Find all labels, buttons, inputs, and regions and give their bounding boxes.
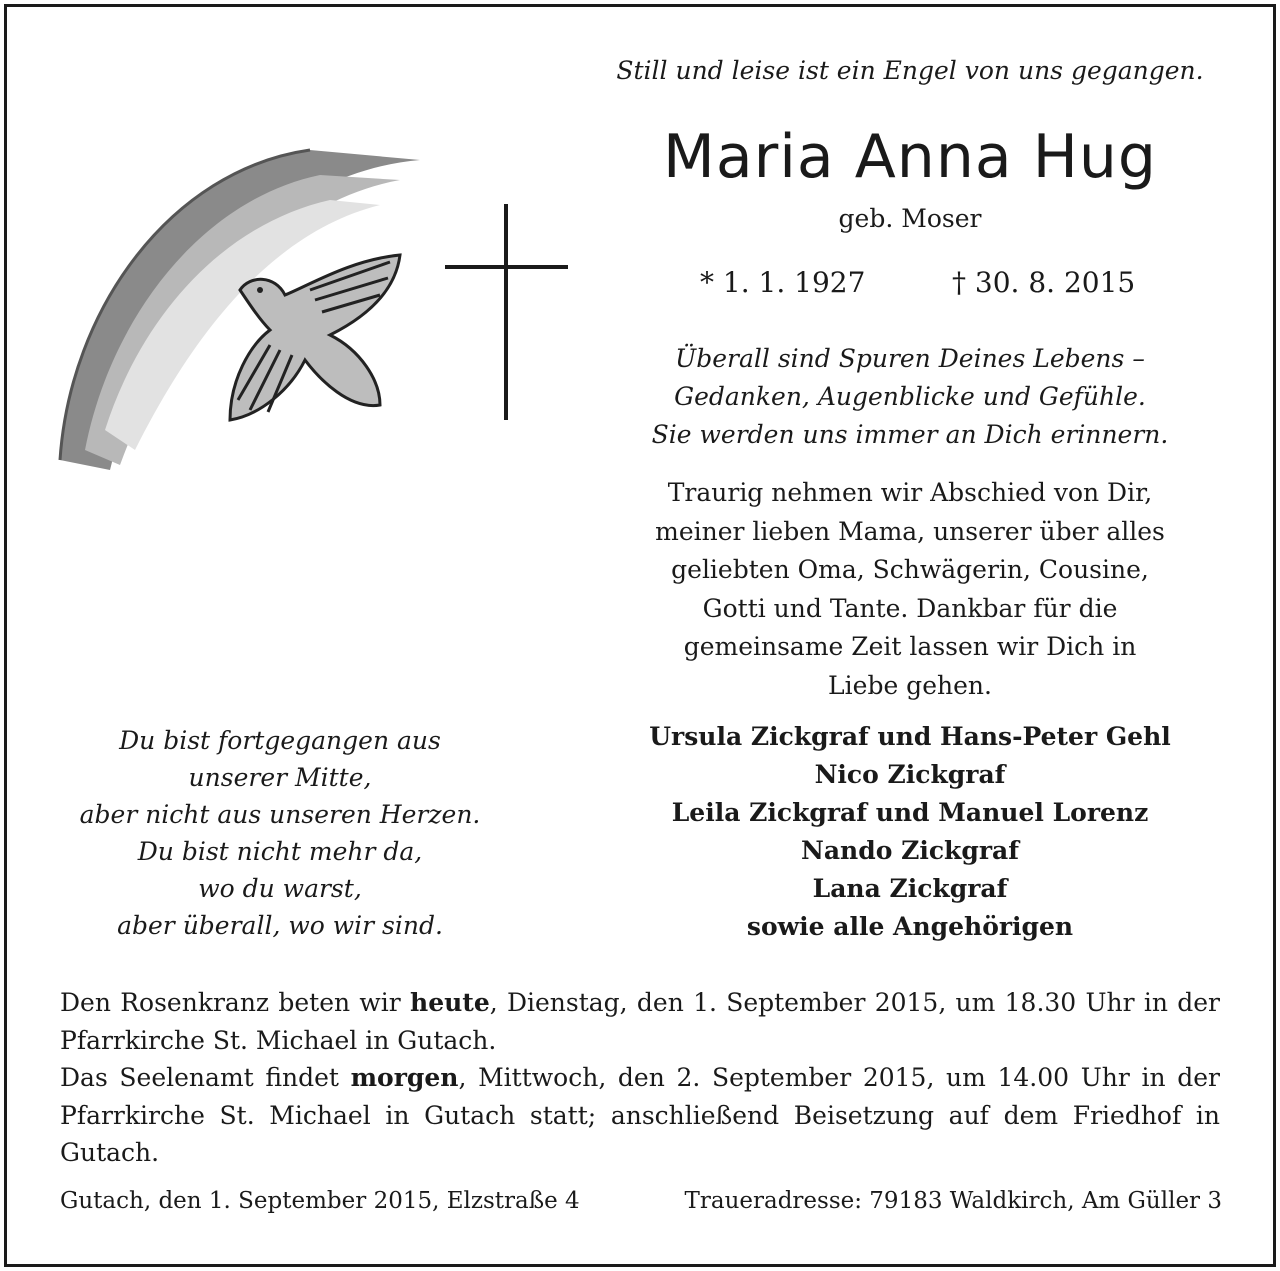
poem-line: unserer Mitte, xyxy=(188,763,372,792)
family-line: Lana Zickgraf xyxy=(812,874,1008,903)
verse xyxy=(600,340,1220,454)
mourning-line: Liebe gehen. xyxy=(828,670,992,700)
service-info xyxy=(60,984,1220,1172)
poem-line: aber überall, wo wir sind. xyxy=(117,911,443,940)
family-line: Nico Zickgraf xyxy=(814,760,1006,789)
poem-line: wo du warst, xyxy=(198,874,362,903)
place-date: Gutach, den 1. September 2015, Elzstraße 4 xyxy=(60,1188,580,1214)
dove-icon xyxy=(230,255,400,420)
family-line: Nando Zickgraf xyxy=(801,836,1019,865)
mourning-line: gemeinsame Zeit lassen wir Dich in xyxy=(683,632,1137,661)
mourning-text xyxy=(600,474,1220,705)
deceased-name: Maria Anna Hug xyxy=(663,122,1157,192)
cross-icon xyxy=(445,204,568,420)
family-line: Ursula Zickgraf und Hans-Peter Gehl xyxy=(649,722,1171,751)
death-date: † 30. 8. 2015 xyxy=(952,266,1136,299)
mourning-line: meiner lieben Mama, unserer über alles xyxy=(655,516,1165,546)
birth-date: * 1. 1. 1927 xyxy=(700,266,866,299)
poem-line: Du bist fortgegangen aus xyxy=(119,726,441,755)
verse-line: Sie werden uns immer an Dich erinnern. xyxy=(651,420,1169,449)
poem xyxy=(40,722,520,944)
poem-line: aber nicht aus unseren Herzen. xyxy=(79,800,481,829)
family-line: Leila Zickgraf und Manuel Lorenz xyxy=(671,798,1149,827)
mourning-address: Traueradresse: 79183 Waldkirch, Am Güller 3 xyxy=(684,1188,1222,1214)
mourning-line: Gotti und Tante. Dankbar für die xyxy=(702,593,1118,623)
mourning-line: Traurig nehmen wir Abschied von Dir, xyxy=(667,478,1153,507)
mourning-line: geliebten Oma, Schwägerin, Cousine, xyxy=(671,555,1149,584)
family-line: sowie alle Angehörigen xyxy=(746,912,1074,941)
artwork xyxy=(50,130,580,480)
rosary-paragraph: Den Rosenkranz beten wir heute, Dienstag, den 1. September 2015, um 18.30 Uhr in der Pfarrkirche St. Michael in Gutach. xyxy=(60,988,1220,1055)
verse-line: Gedanken, Augenblicke und Gefühle. xyxy=(674,382,1146,411)
requiem-paragraph: Das Seelenamt findet morgen, Mittwoch, den 2. September 2015, um 14.00 Uhr in der Pfarrkirche St. Michael in Gutach statt; anschließend Beisetzung auf dem Friedhof in Gutach. xyxy=(60,1063,1220,1167)
poem-line: Du bist nicht mehr da, xyxy=(137,837,423,866)
family-names xyxy=(600,718,1220,946)
rosary-day: heute xyxy=(410,988,490,1017)
verse-line: Überall sind Spuren Deines Lebens – xyxy=(675,344,1145,373)
maiden-name: geb. Moser xyxy=(838,204,982,233)
motto: Still und leise ist ein Engel von uns gegangen. xyxy=(616,56,1204,85)
requiem-day: morgen xyxy=(350,1063,459,1092)
